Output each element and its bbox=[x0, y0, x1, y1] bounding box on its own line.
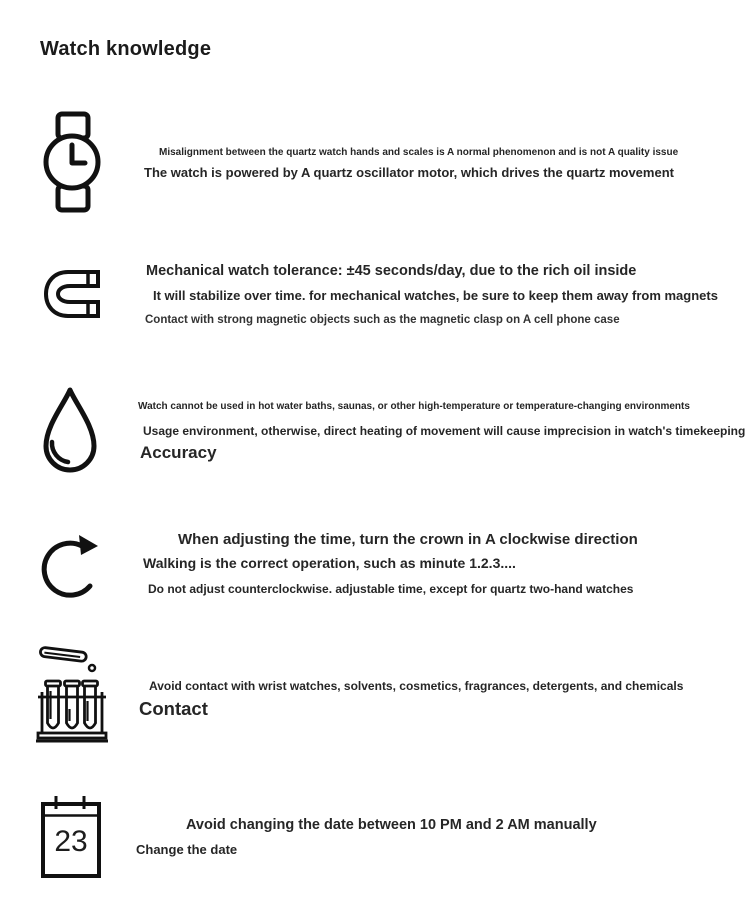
section-text-line: It will stabilize over time. for mechanical watches, be sure to keep them away from magnets bbox=[153, 288, 718, 303]
section-text-line: Do not adjust counterclockwise. adjustable time, except for quartz two-hand watches bbox=[148, 582, 634, 596]
wristwatch-icon bbox=[38, 110, 106, 214]
magnet-icon bbox=[40, 264, 102, 324]
page-title: Watch knowledge bbox=[40, 38, 212, 60]
clockwise-arrow-icon bbox=[38, 520, 108, 612]
section-text-line: Avoid changing the date between 10 PM and 2 AM manually bbox=[186, 817, 597, 833]
calendar-day-number: 23 bbox=[54, 825, 88, 858]
section-text-line: Change the date bbox=[136, 842, 238, 857]
section-text-line: Usage environment, otherwise, direct heating of movement will cause imprecision in watch's timekeeping bbox=[143, 424, 746, 438]
section-text-line: Contact with strong magnetic objects such as the magnetic clasp on A cell phone case bbox=[145, 314, 620, 326]
section-text-line: Watch cannot be used in hot water baths, saunas, or other high-temperature or temperature-changing environments bbox=[138, 401, 690, 412]
section-text-line: Walking is the correct operation, such as minute 1.2.3.... bbox=[143, 555, 516, 571]
section-text-line: The watch is powered by A quartz oscillator motor, which drives the quartz movement bbox=[144, 165, 674, 180]
section-text-line: When adjusting the time, turn the crown in A clockwise direction bbox=[178, 531, 638, 548]
section-text-line: Accuracy bbox=[140, 443, 217, 462]
test-tubes-icon bbox=[36, 645, 108, 745]
water-drop-icon bbox=[36, 384, 104, 484]
section-text-line: Mechanical watch tolerance: ±45 seconds/day, due to the rich oil inside bbox=[146, 263, 637, 279]
calendar-icon bbox=[40, 792, 102, 884]
section-text-line: Avoid contact with wrist watches, solvents, cosmetics, fragrances, detergents, and chemicals bbox=[149, 679, 684, 693]
section-text-line: Misalignment between the quartz watch hands and scales is A normal phenomenon and is not A quality issue bbox=[159, 147, 679, 158]
section-text-line: Contact bbox=[139, 698, 208, 719]
